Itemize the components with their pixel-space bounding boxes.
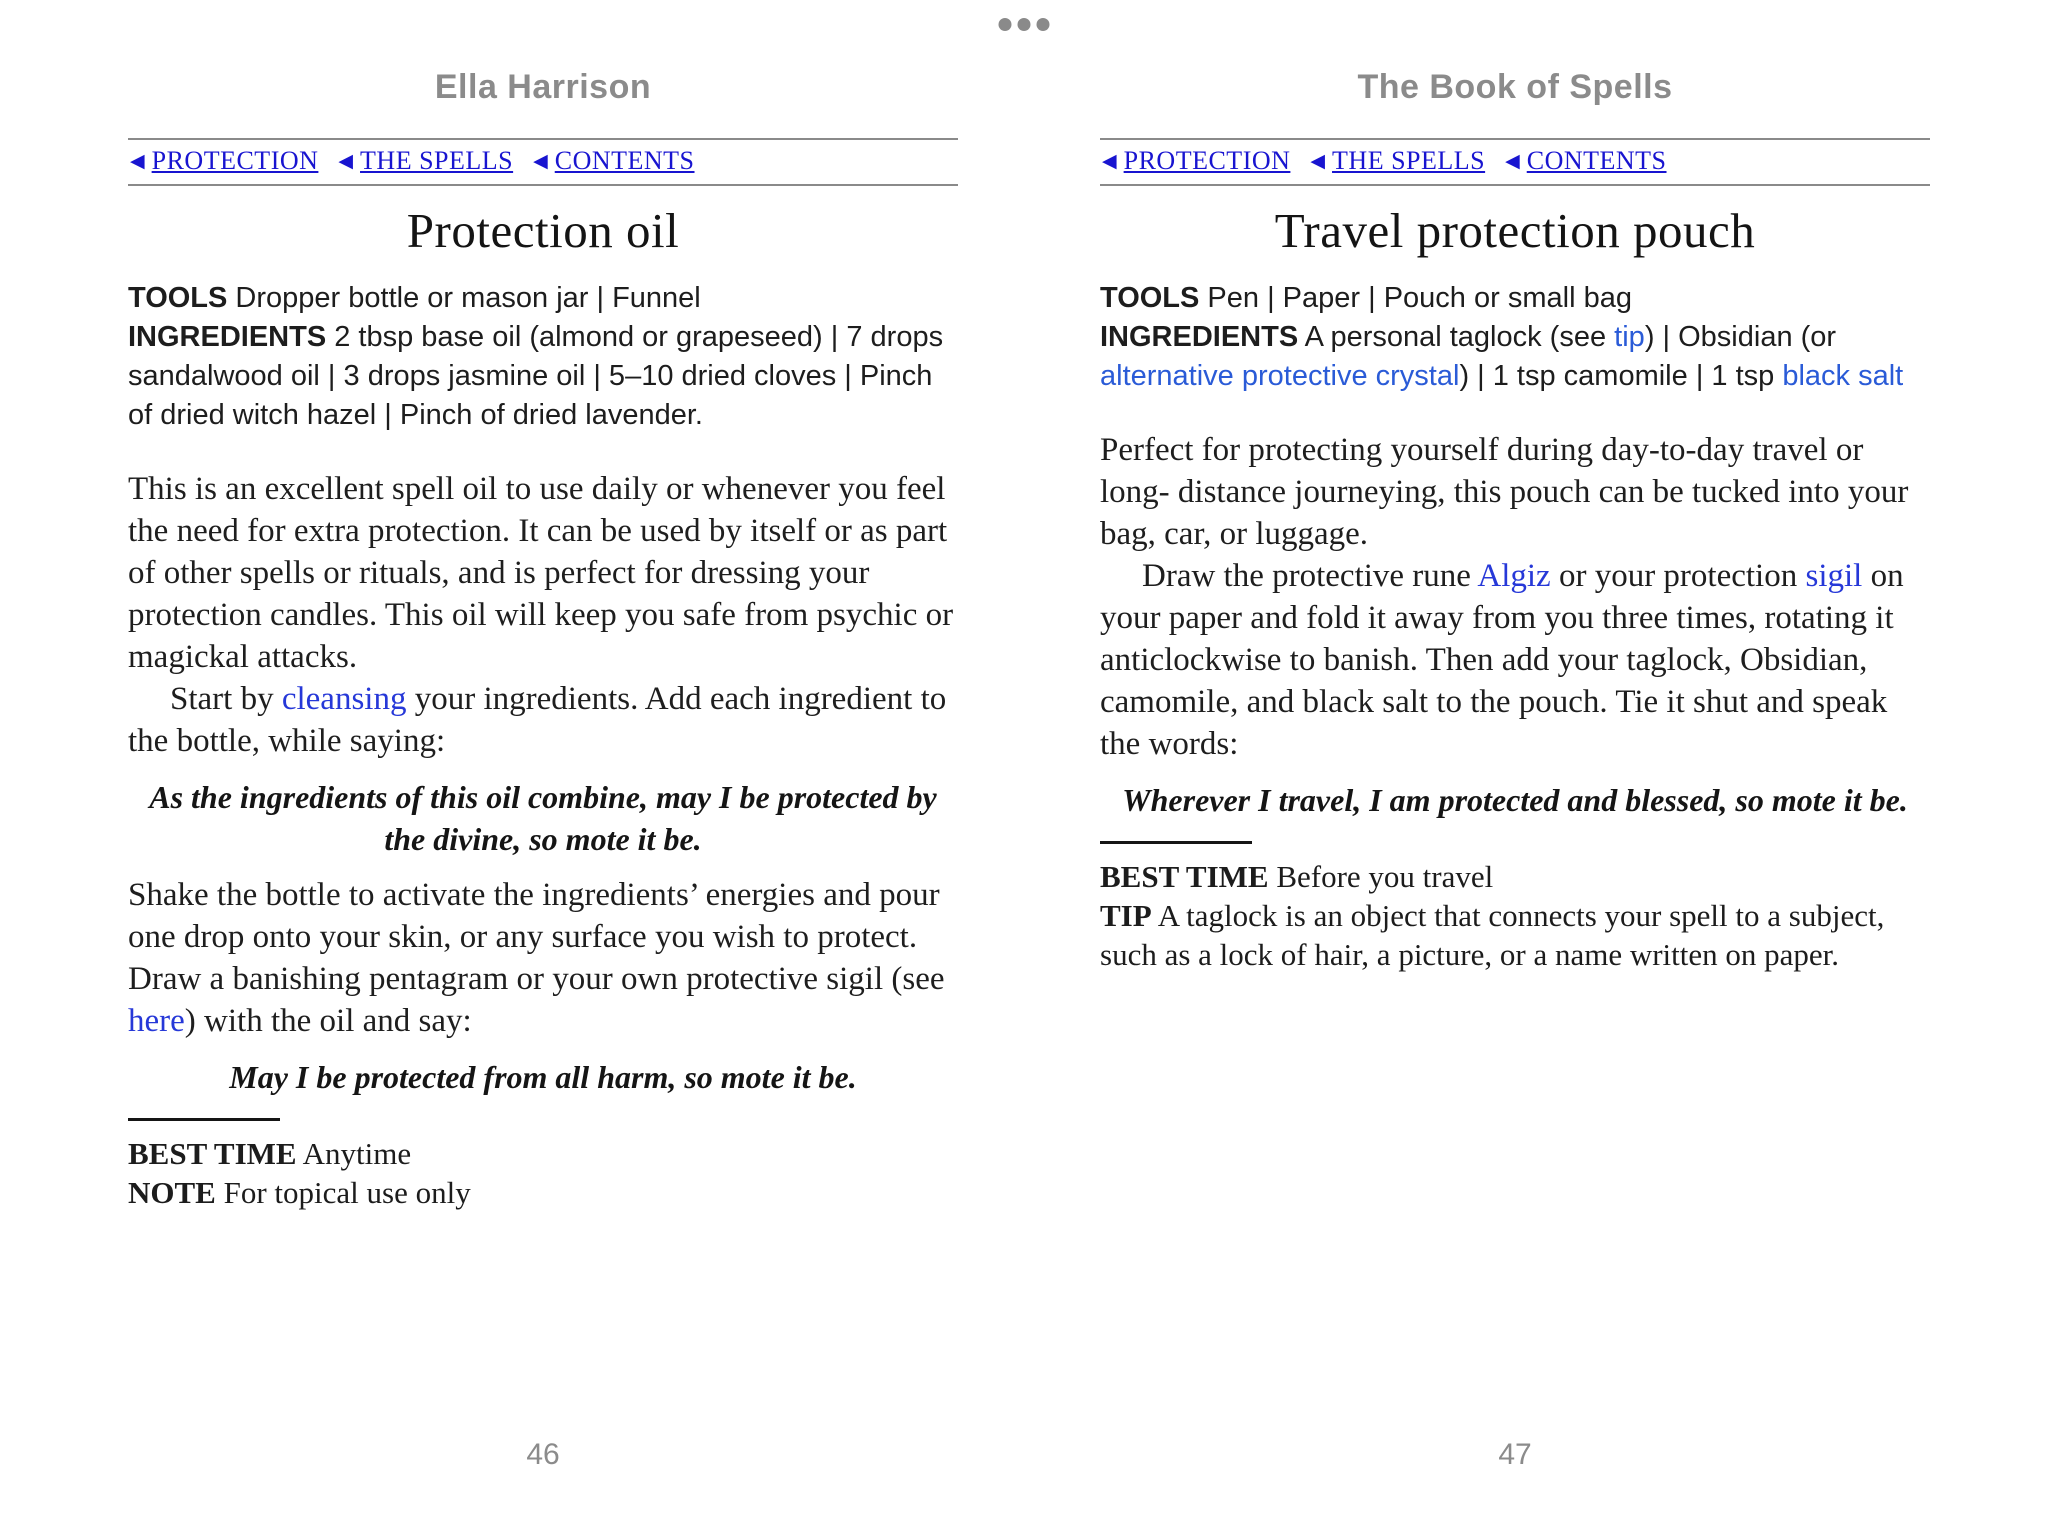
page-number: 46 <box>526 1438 560 1471</box>
text-segment: Before you travel <box>1268 859 1494 894</box>
page-right <box>1100 0 1930 1536</box>
text-segment: or your protection <box>1550 558 1806 594</box>
text-segment: 2 tbsp base oil (almond or grapeseed) | 7 drops sandalwood oil | 3 drops jasmine oil | 5–10 dried cloves | Pinch of dried witch hazel | Pinch of dried lavender. <box>128 321 944 431</box>
divider-rule <box>1100 841 1252 844</box>
divider-rule <box>128 1118 280 1121</box>
text-segment: ) | Obsidian (or <box>1644 321 1837 353</box>
back-arrow-icon: ◀ <box>533 150 548 172</box>
link-sigil[interactable]: sigil <box>1805 558 1863 594</box>
text-segment: Anytime <box>296 1136 412 1171</box>
text-segment: Draw the protective rune <box>1142 558 1478 594</box>
body-paragraph <box>128 874 958 1042</box>
text-segment: This is an excellent spell oil to use daily or whenever you feel the need for extra protection. It can be used by itself or as part of other spells or rituals, and is perfect for dressing your protection candles. This oil will keep you safe from psychic or magickal attacks. <box>128 471 954 675</box>
running-head-author: Ella Harrison <box>434 68 652 106</box>
text-segment: your ingredients. Add each ingredient to the bottle, while saying: <box>128 681 947 759</box>
text-segment: BEST TIME <box>128 1136 297 1171</box>
spell-body <box>128 468 958 1098</box>
text-segment: Pen | Paper | Pouch or small bag <box>1199 282 1632 314</box>
text-segment: ) | 1 tsp camomile | 1 tsp <box>1459 360 1783 392</box>
text-segment: TIP <box>1100 898 1152 933</box>
tools-ingredients-block <box>128 279 958 435</box>
breadcrumb-nav <box>128 138 958 186</box>
text-segment: INGREDIENTS <box>128 321 327 353</box>
link-black-salt[interactable]: black salt <box>1782 360 1904 392</box>
back-arrow-icon: ◀ <box>338 150 354 172</box>
text-segment: ) with the oil and say: <box>184 1003 472 1039</box>
back-arrow-icon: ◀ <box>130 150 145 172</box>
back-arrow-icon: ◀ <box>1310 150 1326 172</box>
dot-icon <box>1037 18 1050 31</box>
text-segment: Start by <box>170 681 282 717</box>
body-paragraph <box>1100 429 1930 555</box>
link-tip[interactable]: tip <box>1614 321 1645 353</box>
text-segment: Shake the bottle to activate the ingredients’ energies and pour one drop onto your skin, or any surface you wish to protect. Draw a banishing pentagram or your own protective sigil (see <box>128 877 945 997</box>
text-segment: TOOLS <box>1100 282 1200 314</box>
back-arrow-icon: ◀ <box>1102 150 1117 172</box>
back-arrow-icon: ◀ <box>1505 150 1520 172</box>
running-head-book-title: The Book of Spells <box>1357 68 1673 106</box>
text-segment: A personal taglock (see <box>1298 321 1615 353</box>
text-segment: For topical use only <box>215 1175 471 1210</box>
page-left <box>128 0 958 1536</box>
body-paragraph <box>1100 555 1930 765</box>
text-segment: on your paper and fold it away from you three times, rotating it anticlockwise to banish. Then add your taglock, Obsidian, camomile, and black salt to the pouch. Tie it shut and speak the words: <box>1100 558 1904 762</box>
link-cleansing[interactable]: cleansing <box>281 681 407 717</box>
link-here[interactable]: here <box>128 1003 185 1039</box>
body-paragraph <box>128 678 958 762</box>
text-segment: Perfect for protecting yourself during day-to-day travel or long- distance journeying, this pouch can be tucked into your bag, car, or luggage. <box>1100 432 1909 552</box>
text-segment: INGREDIENTS <box>1100 321 1299 353</box>
tools-ingredients-block <box>1100 279 1930 396</box>
link-alternative-protective-crystal[interactable]: alternative protective crystal <box>1100 360 1460 392</box>
dot-icon <box>1018 18 1031 31</box>
text-segment: A taglock is an object that connects your spell to a subject, such as a lock of hair, a picture, or a name written on paper. <box>1100 898 1885 972</box>
spell-title: Travel protection pouch <box>1274 203 1756 258</box>
footer-notes <box>1100 857 1930 974</box>
nav-link-contents[interactable]: ◀ CONTENTS <box>533 146 695 175</box>
text-segment: Dropper bottle or mason jar | Funnel <box>227 282 701 314</box>
text-segment: NOTE <box>128 1175 216 1210</box>
menu-button[interactable] <box>999 18 1050 31</box>
incantation: May I be protected from all harm, so mote it be. <box>229 1059 857 1095</box>
nav-link-contents[interactable]: ◀ CONTENTS <box>1505 146 1667 175</box>
breadcrumb-nav <box>1100 138 1930 186</box>
text-segment: BEST TIME <box>1100 859 1269 894</box>
spell-body <box>1100 429 1930 821</box>
nav-link-the-spells[interactable]: ◀ THE SPELLS <box>338 146 514 175</box>
dot-icon <box>999 18 1012 31</box>
nav-link-protection[interactable]: ◀ PROTECTION <box>130 146 319 175</box>
nav-link-protection[interactable]: ◀ PROTECTION <box>1102 146 1291 175</box>
incantation: As the ingredients of this oil combine, may I be protected by the divine, so mote it be. <box>149 779 937 857</box>
link-algiz[interactable]: Algiz <box>1477 558 1551 594</box>
spell-title: Protection oil <box>406 203 680 258</box>
incantation: Wherever I travel, I am protected and blessed, so mote it be. <box>1122 782 1908 818</box>
page-number: 47 <box>1498 1438 1532 1471</box>
text-segment: TOOLS <box>128 282 228 314</box>
body-paragraph <box>128 468 958 678</box>
nav-link-the-spells[interactable]: ◀ THE SPELLS <box>1310 146 1486 175</box>
footer-notes <box>128 1134 958 1212</box>
